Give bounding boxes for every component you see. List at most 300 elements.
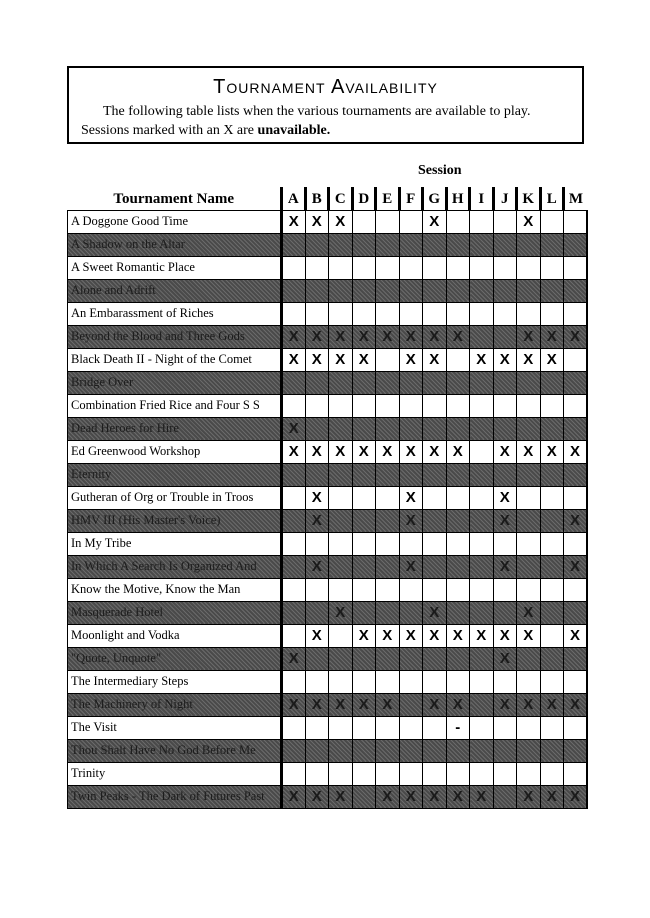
session-cell-i bbox=[470, 463, 494, 486]
table-row bbox=[68, 762, 588, 785]
session-cell-j bbox=[493, 716, 517, 739]
session-cell-j bbox=[493, 279, 517, 302]
session-cell-k: X bbox=[517, 210, 541, 233]
session-cell-a: X bbox=[282, 210, 306, 233]
session-cell-m bbox=[564, 279, 588, 302]
tournament-name: Combination Fried Rice and Four S S bbox=[68, 394, 282, 417]
session-cell-j: X bbox=[493, 647, 517, 670]
session-cell-b: X bbox=[305, 486, 329, 509]
tournament-name: "Quote, Unquote" bbox=[68, 647, 282, 670]
table-row bbox=[68, 555, 588, 578]
session-cell-c: X bbox=[329, 440, 353, 463]
session-cell-m bbox=[564, 716, 588, 739]
session-cell-f bbox=[399, 601, 423, 624]
description-line-2-prefix: Sessions marked with an X are bbox=[81, 123, 258, 138]
session-cell-a: X bbox=[282, 785, 306, 808]
session-cell-m: X bbox=[564, 325, 588, 348]
session-cell-b: X bbox=[305, 440, 329, 463]
session-cell-h bbox=[446, 486, 470, 509]
session-cell-d bbox=[352, 486, 376, 509]
session-cell-i bbox=[470, 210, 494, 233]
session-cell-i bbox=[470, 279, 494, 302]
session-cell-m bbox=[564, 256, 588, 279]
session-cell-b: X bbox=[305, 785, 329, 808]
session-cell-h bbox=[446, 302, 470, 325]
table-body bbox=[68, 210, 588, 808]
session-cell-f bbox=[399, 670, 423, 693]
session-cell-d: X bbox=[352, 693, 376, 716]
session-cell-l bbox=[540, 256, 564, 279]
table-row bbox=[68, 739, 588, 762]
session-cell-k: X bbox=[517, 348, 541, 371]
session-header-a: A bbox=[282, 187, 306, 210]
session-cell-i bbox=[470, 555, 494, 578]
session-cell-e bbox=[376, 739, 400, 762]
session-cell-g bbox=[423, 394, 447, 417]
session-cell-j: X bbox=[493, 348, 517, 371]
session-cell-d bbox=[352, 762, 376, 785]
session-cell-d bbox=[352, 279, 376, 302]
session-cell-h: X bbox=[446, 325, 470, 348]
session-cell-g bbox=[423, 371, 447, 394]
session-cell-j bbox=[493, 670, 517, 693]
session-cell-k bbox=[517, 486, 541, 509]
session-cell-b bbox=[305, 670, 329, 693]
session-cell-k: X bbox=[517, 624, 541, 647]
session-cell-l bbox=[540, 670, 564, 693]
session-cell-k: X bbox=[517, 325, 541, 348]
session-cell-e: X bbox=[376, 325, 400, 348]
session-cell-j bbox=[493, 739, 517, 762]
session-cell-f bbox=[399, 394, 423, 417]
session-cell-a: X bbox=[282, 325, 306, 348]
session-cell-j bbox=[493, 325, 517, 348]
session-cell-e bbox=[376, 302, 400, 325]
session-cell-d bbox=[352, 210, 376, 233]
session-cell-a bbox=[282, 716, 306, 739]
table-row bbox=[68, 532, 588, 555]
session-cell-d: X bbox=[352, 624, 376, 647]
session-cell-g bbox=[423, 670, 447, 693]
session-cell-h bbox=[446, 279, 470, 302]
session-cell-i: X bbox=[470, 785, 494, 808]
table-row bbox=[68, 210, 588, 233]
session-cell-a bbox=[282, 578, 306, 601]
session-cell-h: X bbox=[446, 785, 470, 808]
session-cell-d: X bbox=[352, 440, 376, 463]
session-header-l: L bbox=[540, 187, 564, 210]
session-cell-i bbox=[470, 739, 494, 762]
tournament-name: Dead Heroes for Hire bbox=[68, 417, 282, 440]
session-cell-e bbox=[376, 532, 400, 555]
table-row bbox=[68, 233, 588, 256]
session-cell-j: X bbox=[493, 624, 517, 647]
session-cell-c bbox=[329, 233, 353, 256]
session-cell-e bbox=[376, 463, 400, 486]
session-cell-f: X bbox=[399, 624, 423, 647]
session-cell-c: X bbox=[329, 693, 353, 716]
session-cell-c bbox=[329, 394, 353, 417]
table-row bbox=[68, 578, 588, 601]
tournament-name: A Doggone Good Time bbox=[68, 210, 282, 233]
session-cell-g bbox=[423, 555, 447, 578]
session-cell-b bbox=[305, 417, 329, 440]
session-cell-f: X bbox=[399, 486, 423, 509]
session-cell-e: X bbox=[376, 440, 400, 463]
session-cell-d bbox=[352, 233, 376, 256]
session-cell-m bbox=[564, 417, 588, 440]
session-cell-l: X bbox=[540, 325, 564, 348]
session-cell-i bbox=[470, 716, 494, 739]
session-cell-l bbox=[540, 532, 564, 555]
session-cell-c bbox=[329, 578, 353, 601]
session-cell-m bbox=[564, 394, 588, 417]
session-cell-c bbox=[329, 302, 353, 325]
table-row bbox=[68, 279, 588, 302]
session-cell-j: X bbox=[493, 509, 517, 532]
session-cell-c bbox=[329, 670, 353, 693]
session-cell-m bbox=[564, 532, 588, 555]
session-cell-e bbox=[376, 762, 400, 785]
session-cell-h bbox=[446, 348, 470, 371]
session-cell-i bbox=[470, 509, 494, 532]
session-cell-c bbox=[329, 279, 353, 302]
table-row bbox=[68, 509, 588, 532]
session-cell-b bbox=[305, 716, 329, 739]
tournament-name: Twin Peaks - The Dark of Futures Past bbox=[68, 785, 282, 808]
session-header-g: G bbox=[423, 187, 447, 210]
session-cell-h bbox=[446, 601, 470, 624]
session-cell-l bbox=[540, 739, 564, 762]
session-cell-m bbox=[564, 601, 588, 624]
session-cell-a bbox=[282, 532, 306, 555]
session-cell-c: X bbox=[329, 348, 353, 371]
session-cell-i bbox=[470, 762, 494, 785]
tournament-name: HMV III (His Master's Voice) bbox=[68, 509, 282, 532]
session-cell-j bbox=[493, 532, 517, 555]
session-cell-f bbox=[399, 417, 423, 440]
table-row bbox=[68, 302, 588, 325]
session-cell-l: X bbox=[540, 785, 564, 808]
session-cell-g bbox=[423, 302, 447, 325]
table-row bbox=[68, 325, 588, 348]
session-cell-e bbox=[376, 509, 400, 532]
session-cell-c bbox=[329, 555, 353, 578]
session-cell-g: X bbox=[423, 210, 447, 233]
session-cell-h bbox=[446, 256, 470, 279]
session-cell-i bbox=[470, 693, 494, 716]
session-cell-d: X bbox=[352, 325, 376, 348]
session-cell-g bbox=[423, 463, 447, 486]
session-cell-m bbox=[564, 762, 588, 785]
session-cell-c bbox=[329, 371, 353, 394]
session-cell-a: X bbox=[282, 417, 306, 440]
header-row bbox=[68, 187, 588, 210]
session-cell-f bbox=[399, 371, 423, 394]
table-row bbox=[68, 463, 588, 486]
session-cell-a bbox=[282, 486, 306, 509]
session-cell-l bbox=[540, 210, 564, 233]
session-cell-i bbox=[470, 325, 494, 348]
session-cell-l bbox=[540, 371, 564, 394]
session-cell-i bbox=[470, 394, 494, 417]
session-cell-a bbox=[282, 762, 306, 785]
session-cell-b: X bbox=[305, 325, 329, 348]
session-cell-h bbox=[446, 739, 470, 762]
session-cell-l bbox=[540, 624, 564, 647]
table-row bbox=[68, 256, 588, 279]
session-cell-d bbox=[352, 394, 376, 417]
tournament-name: Trinity bbox=[68, 762, 282, 785]
session-cell-a bbox=[282, 233, 306, 256]
session-cell-b bbox=[305, 578, 329, 601]
table-row bbox=[68, 348, 588, 371]
session-cell-j bbox=[493, 578, 517, 601]
session-cell-c: X bbox=[329, 601, 353, 624]
session-cell-c bbox=[329, 417, 353, 440]
tournament-name: Bridge Over bbox=[68, 371, 282, 394]
session-cell-a bbox=[282, 394, 306, 417]
tournament-name: Black Death II - Night of the Comet bbox=[68, 348, 282, 371]
session-cell-m bbox=[564, 463, 588, 486]
session-header-f: F bbox=[399, 187, 423, 210]
session-cell-f bbox=[399, 279, 423, 302]
session-cell-f bbox=[399, 532, 423, 555]
session-cell-l bbox=[540, 509, 564, 532]
session-cell-a: X bbox=[282, 440, 306, 463]
table-row bbox=[68, 693, 588, 716]
session-cell-b: X bbox=[305, 348, 329, 371]
session-cell-b: X bbox=[305, 509, 329, 532]
session-cell-m: X bbox=[564, 785, 588, 808]
session-cell-k bbox=[517, 739, 541, 762]
session-cell-i bbox=[470, 578, 494, 601]
session-cell-m: X bbox=[564, 440, 588, 463]
session-cell-l bbox=[540, 762, 564, 785]
session-cell-g: X bbox=[423, 624, 447, 647]
session-cell-m: X bbox=[564, 624, 588, 647]
session-cell-i bbox=[470, 532, 494, 555]
tournament-name: Gutheran of Org or Trouble in Troos bbox=[68, 486, 282, 509]
availability-table bbox=[67, 187, 588, 809]
tournament-name: Ed Greenwood Workshop bbox=[68, 440, 282, 463]
tournament-name: The Intermediary Steps bbox=[68, 670, 282, 693]
session-cell-g: X bbox=[423, 601, 447, 624]
session-cell-h: X bbox=[446, 440, 470, 463]
session-cell-e bbox=[376, 210, 400, 233]
session-cell-b: X bbox=[305, 210, 329, 233]
session-cell-g bbox=[423, 417, 447, 440]
session-cell-c bbox=[329, 762, 353, 785]
session-cell-h bbox=[446, 394, 470, 417]
session-cell-e bbox=[376, 716, 400, 739]
session-cell-a: X bbox=[282, 348, 306, 371]
session-cell-h bbox=[446, 762, 470, 785]
tournament-name: Moonlight and Vodka bbox=[68, 624, 282, 647]
session-cell-f bbox=[399, 256, 423, 279]
session-cell-b bbox=[305, 279, 329, 302]
session-cell-k bbox=[517, 762, 541, 785]
session-cell-a bbox=[282, 279, 306, 302]
session-cell-d bbox=[352, 670, 376, 693]
session-cell-j: X bbox=[493, 486, 517, 509]
table-row bbox=[68, 647, 588, 670]
session-cell-a bbox=[282, 463, 306, 486]
session-cell-c bbox=[329, 532, 353, 555]
session-cell-g bbox=[423, 233, 447, 256]
session-cell-c bbox=[329, 486, 353, 509]
session-cell-k bbox=[517, 555, 541, 578]
session-cell-b bbox=[305, 601, 329, 624]
session-cell-l bbox=[540, 716, 564, 739]
session-cell-d bbox=[352, 785, 376, 808]
session-cell-e bbox=[376, 279, 400, 302]
description bbox=[69, 102, 582, 140]
session-cell-b bbox=[305, 762, 329, 785]
table-row bbox=[68, 624, 588, 647]
session-cell-b bbox=[305, 256, 329, 279]
session-cell-b bbox=[305, 371, 329, 394]
session-cell-m bbox=[564, 371, 588, 394]
session-cell-g: X bbox=[423, 785, 447, 808]
session-cell-h: - bbox=[446, 716, 470, 739]
session-cell-i bbox=[470, 233, 494, 256]
session-cell-j bbox=[493, 417, 517, 440]
session-cell-g bbox=[423, 578, 447, 601]
session-cell-e bbox=[376, 601, 400, 624]
session-cell-d bbox=[352, 716, 376, 739]
session-cell-b bbox=[305, 647, 329, 670]
session-cell-c: X bbox=[329, 325, 353, 348]
session-cell-f: X bbox=[399, 440, 423, 463]
session-cell-e bbox=[376, 647, 400, 670]
session-cell-g: X bbox=[423, 693, 447, 716]
tournament-name: The Machinery of Night bbox=[68, 693, 282, 716]
session-cell-k: X bbox=[517, 601, 541, 624]
session-cell-k bbox=[517, 578, 541, 601]
session-header-c: C bbox=[329, 187, 353, 210]
session-cell-g bbox=[423, 762, 447, 785]
description-line-1: The following table lists when the various tournaments are available to play. bbox=[103, 104, 531, 119]
session-cell-d bbox=[352, 417, 376, 440]
table-row bbox=[68, 417, 588, 440]
session-header-k: K bbox=[517, 187, 541, 210]
session-cell-k: X bbox=[517, 785, 541, 808]
session-cell-c: X bbox=[329, 210, 353, 233]
session-cell-h bbox=[446, 417, 470, 440]
session-cell-f: X bbox=[399, 785, 423, 808]
tournament-name: A Sweet Romantic Place bbox=[68, 256, 282, 279]
session-cell-d bbox=[352, 647, 376, 670]
tournament-name: Alone and Adrift bbox=[68, 279, 282, 302]
session-cell-m: X bbox=[564, 555, 588, 578]
session-cell-k bbox=[517, 417, 541, 440]
session-cell-f: X bbox=[399, 348, 423, 371]
session-cell-c bbox=[329, 716, 353, 739]
session-cell-d bbox=[352, 371, 376, 394]
tournament-name: In Which A Search Is Organized And bbox=[68, 555, 282, 578]
session-cell-c bbox=[329, 739, 353, 762]
session-cell-j bbox=[493, 210, 517, 233]
session-cell-e: X bbox=[376, 785, 400, 808]
session-cell-l bbox=[540, 233, 564, 256]
session-cell-g bbox=[423, 256, 447, 279]
session-cell-l bbox=[540, 279, 564, 302]
session-cell-i bbox=[470, 647, 494, 670]
session-cell-l bbox=[540, 394, 564, 417]
session-cell-f bbox=[399, 578, 423, 601]
session-cell-l: X bbox=[540, 440, 564, 463]
session-cell-l bbox=[540, 302, 564, 325]
session-cell-f bbox=[399, 233, 423, 256]
session-cell-k bbox=[517, 532, 541, 555]
session-cell-e: X bbox=[376, 693, 400, 716]
session-cell-l bbox=[540, 601, 564, 624]
table-row bbox=[68, 371, 588, 394]
session-header-h: H bbox=[446, 187, 470, 210]
session-cell-e bbox=[376, 578, 400, 601]
session-cell-j: X bbox=[493, 693, 517, 716]
session-cell-a bbox=[282, 371, 306, 394]
session-cell-d: X bbox=[352, 348, 376, 371]
session-cell-a bbox=[282, 739, 306, 762]
session-cell-k: X bbox=[517, 440, 541, 463]
session-cell-h bbox=[446, 463, 470, 486]
session-cell-h bbox=[446, 555, 470, 578]
session-cell-e bbox=[376, 394, 400, 417]
description-line-2-bold: unavailable. bbox=[257, 123, 331, 138]
session-header-i: I bbox=[470, 187, 494, 210]
session-cell-j bbox=[493, 394, 517, 417]
session-cell-d bbox=[352, 578, 376, 601]
session-header-d: D bbox=[352, 187, 376, 210]
session-cell-g: X bbox=[423, 440, 447, 463]
session-cell-a bbox=[282, 670, 306, 693]
session-cell-e bbox=[376, 233, 400, 256]
session-cell-g bbox=[423, 716, 447, 739]
session-cell-b: X bbox=[305, 624, 329, 647]
table-row bbox=[68, 440, 588, 463]
session-cell-f: X bbox=[399, 555, 423, 578]
session-cell-f bbox=[399, 739, 423, 762]
session-cell-b: X bbox=[305, 693, 329, 716]
session-cell-c bbox=[329, 509, 353, 532]
session-cell-m bbox=[564, 348, 588, 371]
session-cell-j bbox=[493, 762, 517, 785]
session-cell-f bbox=[399, 693, 423, 716]
session-cell-b bbox=[305, 302, 329, 325]
session-cell-h bbox=[446, 509, 470, 532]
session-cell-c: X bbox=[329, 785, 353, 808]
session-cell-c bbox=[329, 624, 353, 647]
session-cell-l bbox=[540, 463, 564, 486]
session-cell-h bbox=[446, 670, 470, 693]
session-cell-b bbox=[305, 532, 329, 555]
session-cell-m bbox=[564, 578, 588, 601]
page-title: Tournament Availability bbox=[213, 76, 438, 98]
session-cell-e bbox=[376, 348, 400, 371]
session-cell-d bbox=[352, 302, 376, 325]
session-cell-g bbox=[423, 739, 447, 762]
session-cell-k bbox=[517, 509, 541, 532]
session-cell-d bbox=[352, 601, 376, 624]
session-cell-g bbox=[423, 532, 447, 555]
session-cell-k bbox=[517, 279, 541, 302]
session-cell-i bbox=[470, 486, 494, 509]
session-cell-d bbox=[352, 532, 376, 555]
session-cell-m: X bbox=[564, 693, 588, 716]
session-cell-m bbox=[564, 670, 588, 693]
